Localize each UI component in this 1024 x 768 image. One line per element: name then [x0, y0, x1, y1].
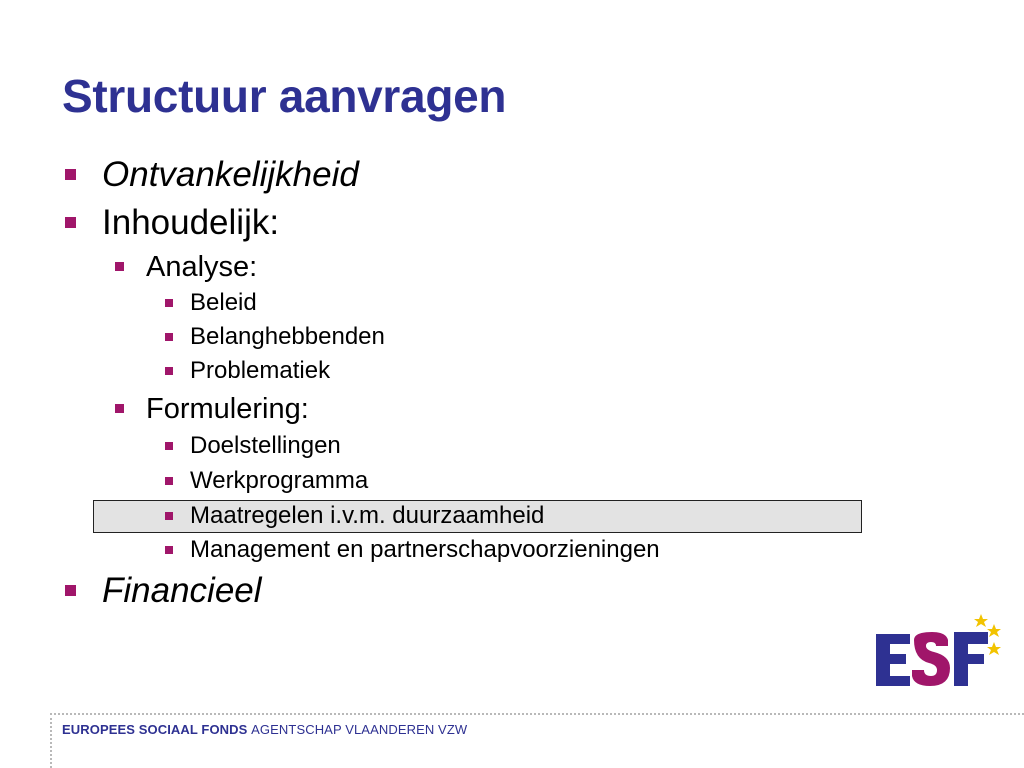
square-bullet-icon [165, 333, 173, 341]
square-bullet-icon [65, 217, 76, 228]
square-bullet-icon [165, 367, 173, 375]
square-bullet-icon [165, 546, 173, 554]
item-label: Problematiek [190, 357, 331, 384]
esf-logo [874, 612, 1006, 702]
square-bullet-icon [65, 169, 76, 180]
square-bullet-icon [115, 262, 124, 271]
list-item [190, 535, 660, 565]
star-icon [987, 624, 1001, 637]
item-label: Inhoudelijk: [102, 203, 280, 242]
list-item [190, 466, 368, 496]
square-bullet-icon [115, 404, 124, 413]
list-item [190, 356, 330, 386]
square-bullet-icon [165, 299, 173, 307]
star-icon [987, 642, 1001, 655]
item-label: Ontvankelijkheid [102, 155, 359, 194]
list-item [146, 250, 257, 284]
item-label: Maatregelen i.v.m. duurzaamheid [190, 502, 545, 529]
list-item [190, 431, 341, 461]
footer-divider [50, 713, 1024, 715]
esf-logo-icon [874, 612, 1006, 702]
item-label: Analyse: [146, 251, 258, 283]
item-label: Management en partnerschapvoorzieningen [190, 536, 660, 563]
item-label: Financieel [102, 571, 262, 610]
item-label: Werkprogramma [190, 467, 369, 494]
item-label: Formulering: [146, 393, 309, 425]
square-bullet-icon [165, 477, 173, 485]
square-bullet-icon [65, 585, 76, 596]
slide-title: Structuur aanvragen [62, 70, 507, 122]
item-label: Beleid [190, 289, 257, 316]
item-label: Belanghebbenden [190, 323, 385, 350]
footer-vertical-divider [50, 713, 52, 768]
footer-org-name: EUROPEES SOCIAAL FONDS [62, 722, 248, 737]
footer [62, 721, 467, 739]
list-item [102, 571, 262, 611]
list-item [102, 155, 359, 195]
square-bullet-icon [165, 512, 173, 520]
list-item-highlighted [190, 501, 544, 531]
square-bullet-icon [165, 442, 173, 450]
star-icon [974, 614, 988, 627]
list-item [102, 203, 279, 243]
item-label: Doelstellingen [190, 432, 341, 459]
list-item [146, 392, 309, 426]
footer-agency-name: AGENTSCHAP VLAANDEREN VZW [251, 722, 468, 737]
logo-text: ESF [874, 612, 876, 613]
list-item [190, 288, 257, 318]
list-item [190, 322, 385, 352]
